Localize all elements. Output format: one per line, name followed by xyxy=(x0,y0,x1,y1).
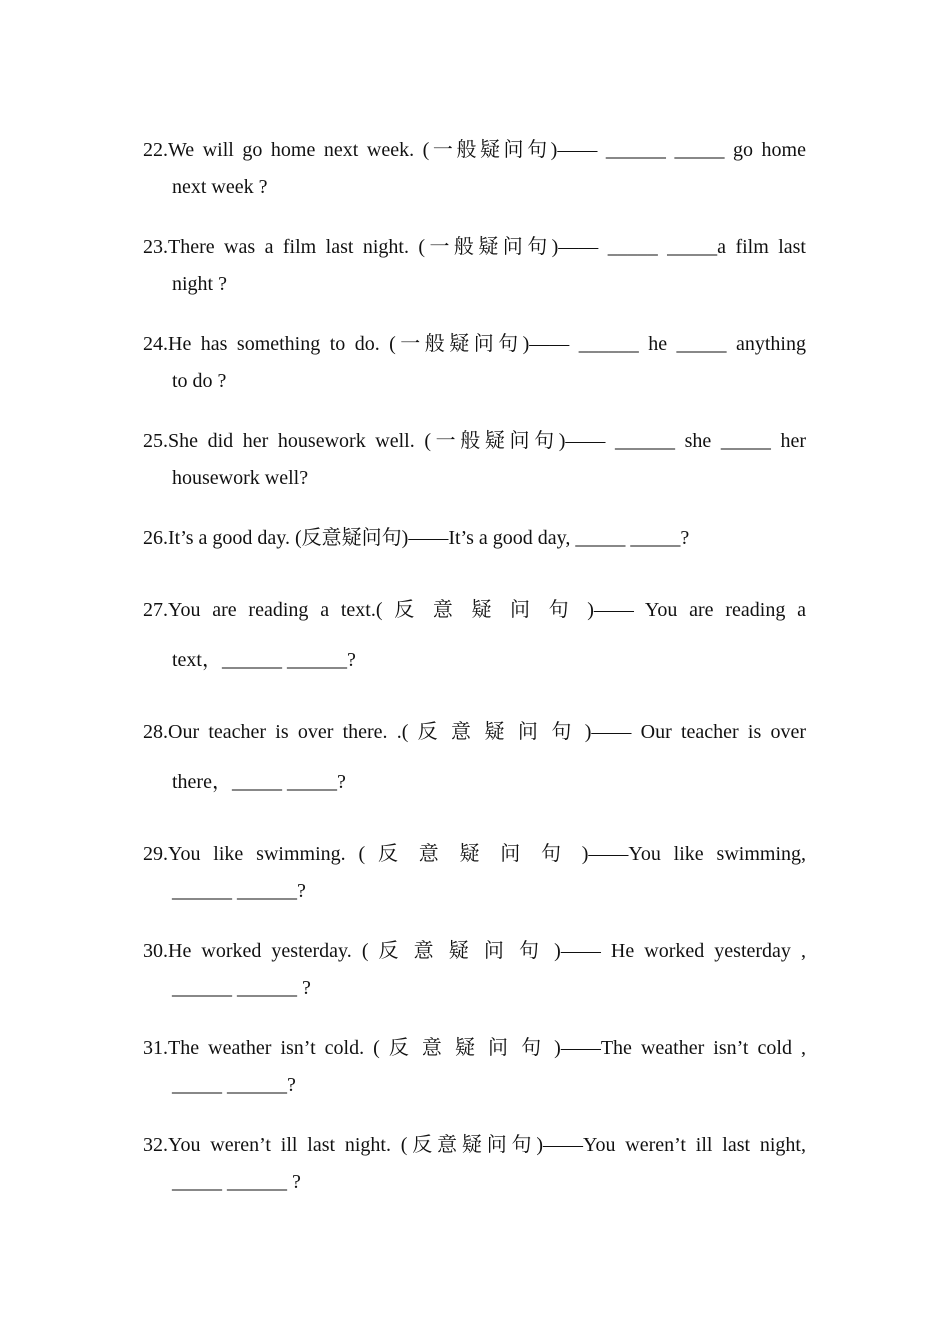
question-continuation: _____ ______? xyxy=(172,1074,296,1096)
question-continuation: there，_____ _____? xyxy=(172,771,346,793)
question-text: 30.He worked yesterday. ( 反 意 疑 问 句 )—— He worked yesterday , xyxy=(143,940,806,962)
question-24 xyxy=(143,326,806,400)
question-continuation: _____ ______ ? xyxy=(172,1171,301,1193)
question-30 xyxy=(143,933,806,1007)
question-text: 31.The weather isn’t cold. ( 反 意 疑 问 句 )——The weather isn’t cold , xyxy=(143,1037,806,1059)
question-text: 26.It’s a good day. (反意疑问句)——It’s a good day, _____ _____? xyxy=(143,527,690,549)
question-text: 27.You are reading a text.( 反 意 疑 问 句 )—— You are reading a xyxy=(143,599,806,621)
question-text: 28.Our teacher is over there. .( 反 意 疑 问 句 )—— Our teacher is over xyxy=(143,721,806,743)
question-32 xyxy=(143,1127,806,1201)
question-continuation: to do ? xyxy=(172,370,227,392)
question-text: 23.There was a film last night. (一般疑问句)—— _____ _____a film last xyxy=(143,236,806,258)
question-27 xyxy=(143,592,806,679)
question-23 xyxy=(143,229,806,303)
question-28 xyxy=(143,714,806,801)
question-22 xyxy=(143,132,806,206)
question-text: 32.You weren’t ill last night. (反意疑问句)——You weren’t ill last night, xyxy=(143,1134,806,1156)
question-31 xyxy=(143,1030,806,1104)
question-26 xyxy=(143,520,806,557)
question-text: 29.You like swimming. ( 反 意 疑 问 句 )——You like swimming, xyxy=(143,843,806,865)
question-continuation: next week ? xyxy=(172,176,268,198)
question-continuation: housework well? xyxy=(172,467,309,489)
question-text: 22.We will go home next week. (一般疑问句)—— ______ _____ go home xyxy=(143,139,806,161)
question-continuation: ______ ______ ? xyxy=(172,977,311,999)
question-continuation: text，______ ______? xyxy=(172,649,356,671)
question-text: 25.She did her housework well. (一般疑问句)—— ______ she _____ her xyxy=(143,430,806,452)
question-continuation: night ? xyxy=(172,273,227,295)
question-25 xyxy=(143,423,806,497)
question-29 xyxy=(143,836,806,910)
question-continuation: ______ ______? xyxy=(172,880,306,902)
question-text: 24.He has something to do. (一般疑问句)—— ______ he _____ anything xyxy=(143,333,806,355)
